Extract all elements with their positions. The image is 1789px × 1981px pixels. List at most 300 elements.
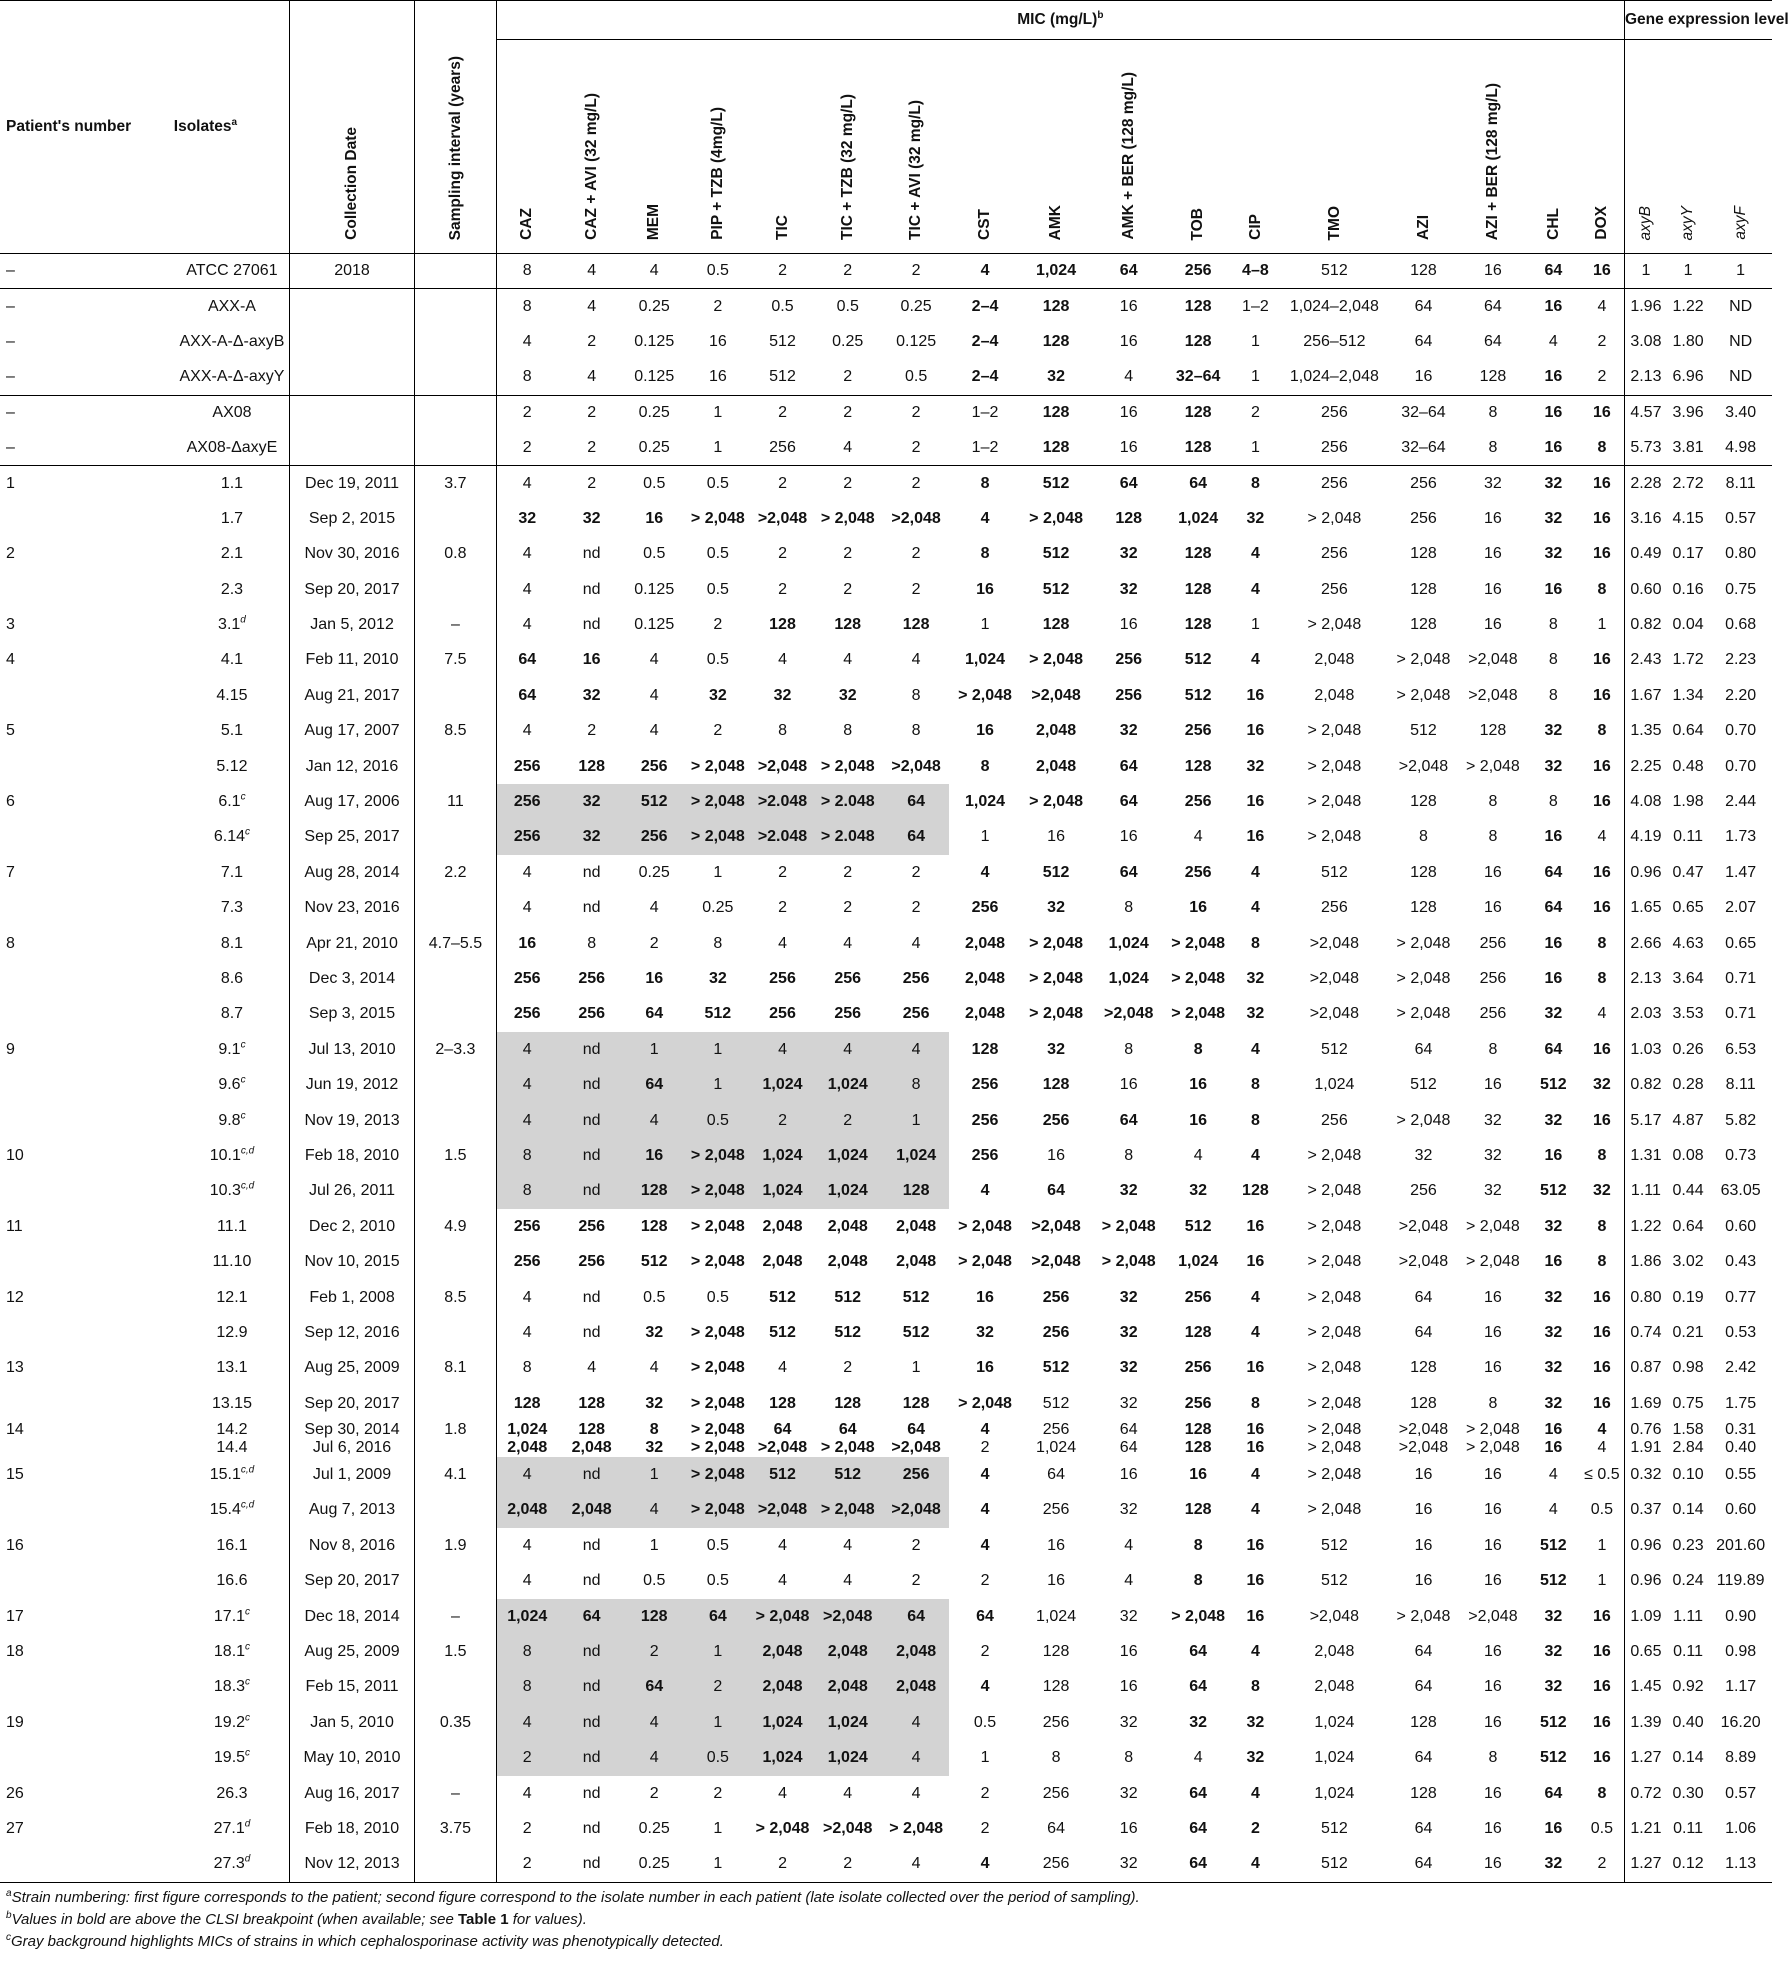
gene-expression-cell: 1 bbox=[1667, 254, 1709, 289]
mic-value-cell: 16 bbox=[1544, 934, 1563, 952]
mic-value-cell: 64 bbox=[1189, 1784, 1208, 1802]
mic-value-cell: 512 bbox=[626, 784, 683, 819]
mic-value-cell: 2 bbox=[496, 1847, 558, 1882]
gene-expression-cell: 0.96 bbox=[1624, 1564, 1666, 1599]
mic-value-cell: > 2,048 bbox=[690, 509, 745, 527]
collection-date-cell: Aug 25, 2009 bbox=[289, 1351, 414, 1386]
gene-expression-cell: 3.16 bbox=[1624, 501, 1666, 536]
gene-expression-cell: 2.20 bbox=[1725, 686, 1757, 704]
mic-value-cell: 128 bbox=[578, 1421, 606, 1439]
mic-value-cell: 4 bbox=[558, 289, 626, 324]
mic-value-cell: 8 bbox=[1250, 934, 1260, 952]
gene-expression-cell: 2.44 bbox=[1725, 793, 1757, 811]
mic-value-cell: 4 bbox=[626, 1705, 683, 1740]
mic-value-cell: 0.25 bbox=[626, 395, 683, 430]
mic-value-cell: 64 bbox=[838, 1421, 857, 1439]
mic-value-cell: 256 bbox=[1410, 509, 1437, 527]
mic-value-cell: 1 bbox=[626, 1032, 683, 1067]
mic-value-cell: 32 bbox=[558, 820, 626, 855]
mic-value-cell: 4 bbox=[1250, 899, 1260, 917]
table-row bbox=[0, 1138, 1772, 1173]
mic-value-cell: 2 bbox=[558, 395, 626, 430]
sampling-interval-cell: 1.8 bbox=[415, 1421, 497, 1439]
mic-value-cell: 32 bbox=[1047, 1040, 1065, 1058]
collection-date-cell: Feb 15, 2011 bbox=[289, 1670, 414, 1705]
gene-expression-cell: 1.27 bbox=[1624, 1741, 1666, 1776]
table-row bbox=[0, 891, 1772, 926]
gene-expression-cell: 0.80 bbox=[1624, 1280, 1666, 1315]
table-row bbox=[0, 1599, 1772, 1634]
mic-value-cell: 16 bbox=[1484, 1323, 1502, 1341]
table-row bbox=[0, 1776, 1772, 1811]
collection-date-cell: Jun 19, 2012 bbox=[289, 1067, 414, 1102]
gene-expression-cell: 0.65 bbox=[1672, 899, 1704, 917]
mic-value-cell: > 2,048 bbox=[820, 757, 875, 775]
mic-value-cell: 512 bbox=[1042, 1394, 1070, 1412]
mic-value-cell: 256 bbox=[971, 899, 999, 917]
table-row bbox=[0, 1103, 1772, 1138]
isolates-header: Isolates bbox=[173, 118, 232, 135]
isolate-cell: 10.1$^{c,d}$ bbox=[209, 1145, 255, 1164]
mic-value-cell: 32 bbox=[1544, 1323, 1563, 1341]
mic-value-cell: 2,048 bbox=[496, 1493, 558, 1528]
sampling-interval-cell: 8.5 bbox=[415, 714, 497, 749]
mic-value-cell: 1,024 bbox=[753, 1067, 812, 1102]
patient-number-cell: 13 bbox=[6, 1359, 24, 1377]
mic-value-cell: 128 bbox=[1184, 1439, 1212, 1457]
mic-value-cell: 512 bbox=[1321, 1572, 1348, 1590]
gene-expression-cell: 0.96 bbox=[1624, 855, 1666, 890]
isolate-cell: AXX-A-Δ-axyB bbox=[179, 332, 285, 350]
mic-value-cell: 1,024 bbox=[1108, 934, 1149, 952]
mic-value-cell: 32 bbox=[1246, 509, 1265, 527]
mic-value-cell: 512 bbox=[769, 1323, 796, 1341]
mic-value-cell: 4 bbox=[980, 1421, 990, 1439]
mic-value-cell: 256 bbox=[971, 1146, 999, 1164]
mic-value-cell: 2,048 bbox=[1036, 722, 1077, 740]
mic-value-cell: 16 bbox=[1119, 1678, 1138, 1696]
mic-value-cell: 8 bbox=[1193, 1572, 1203, 1590]
mic-value-cell: 4 bbox=[496, 1315, 558, 1350]
mic-value-cell: 4 bbox=[843, 438, 853, 456]
gene-expression-cell: 1.65 bbox=[1624, 891, 1666, 926]
mic-value-cell: 256 bbox=[1321, 438, 1348, 456]
mic-value-cell: 64 bbox=[1414, 1643, 1433, 1661]
patient-number-cell: 1 bbox=[0, 466, 175, 501]
mic-value-cell: 16 bbox=[1593, 1323, 1611, 1341]
mic-value-cell: 128 bbox=[1166, 395, 1230, 430]
gene-expression-cell: 0.70 bbox=[1725, 722, 1757, 740]
collection-date-cell: Aug 16, 2017 bbox=[289, 1776, 414, 1811]
gene-expression-cell: 0.60 bbox=[1725, 1217, 1757, 1235]
mic-value-cell: >2,048 bbox=[1309, 934, 1360, 952]
mic-value-cell: 0.5 bbox=[683, 466, 753, 501]
mic-value-cell: >2,048 bbox=[1398, 757, 1449, 775]
sampling-interval-cell bbox=[415, 749, 497, 784]
mic-value-cell: 4 bbox=[496, 1067, 558, 1102]
mic-value-cell: 32 bbox=[1527, 1847, 1580, 1882]
patient-number-cell bbox=[0, 820, 175, 855]
mic-value-cell: 8 bbox=[496, 1351, 558, 1386]
mic-value-cell: 64 bbox=[1414, 1678, 1433, 1696]
mic-value-cell: 128 bbox=[1184, 616, 1212, 634]
mic-value-cell: > 2,048 bbox=[820, 1439, 875, 1457]
mic-value-cell: 16 bbox=[1593, 1394, 1611, 1412]
mic-value-cell: 4 bbox=[1548, 1466, 1558, 1484]
mic-value-cell: 2 bbox=[649, 1784, 659, 1802]
mic-value-cell: 0.125 bbox=[634, 580, 675, 598]
table-row bbox=[0, 1244, 1772, 1279]
mic-value-cell: 1 bbox=[683, 1032, 753, 1067]
collection-date-cell: Sep 25, 2017 bbox=[289, 820, 414, 855]
mic-value-cell: 32–64 bbox=[1401, 438, 1446, 456]
isolate-cell: 11.10 bbox=[212, 1253, 252, 1271]
mic-value-cell: 128 bbox=[1184, 1421, 1212, 1439]
mic-value-cell: 16 bbox=[582, 651, 601, 669]
mic-value-cell: 64 bbox=[1091, 466, 1166, 501]
mic-value-cell: 1,024–2,048 bbox=[1289, 368, 1379, 386]
mic-value-cell: 256 bbox=[1184, 863, 1212, 881]
mic-value-cell: > 2,048 bbox=[1101, 1217, 1156, 1235]
patient-number-cell: 9 bbox=[6, 1040, 15, 1058]
mic-value-cell: 64 bbox=[626, 1067, 683, 1102]
isolate-cell: 9.6$^c$ bbox=[218, 1074, 246, 1094]
mic-value-cell: 8 bbox=[496, 1670, 558, 1705]
mic-value-cell: nd bbox=[582, 616, 601, 634]
mic-value-cell: 16 bbox=[1484, 1713, 1502, 1731]
mic-value-cell: > 2.048 bbox=[812, 820, 883, 855]
gene-expression-cell: ND bbox=[1709, 289, 1772, 324]
mic-value-cell: 64 bbox=[683, 1599, 753, 1634]
mic-value-cell: 8 bbox=[1124, 1040, 1134, 1058]
mic-value-cell: 512 bbox=[1410, 722, 1437, 740]
mic-value-cell: 0.5 bbox=[1590, 1501, 1614, 1519]
sampling-interval-cell: 7.5 bbox=[415, 643, 497, 678]
mic-value-cell: 4 bbox=[1580, 289, 1625, 324]
mic-value-cell: 16 bbox=[1246, 1439, 1265, 1457]
mic-value-cell: 8 bbox=[1597, 1253, 1607, 1271]
mic-value-cell: 4 bbox=[1250, 545, 1260, 563]
isolate-cell: 15.4$^{c,d}$ bbox=[209, 1500, 255, 1519]
mic-value-cell: 4 bbox=[496, 1103, 558, 1138]
mic-value-cell: 16 bbox=[976, 1288, 994, 1306]
mic-value-cell: 2 bbox=[812, 1847, 883, 1882]
mic-value-cell: 0.5 bbox=[753, 289, 812, 324]
mic-column-header: AZI + BER (128 mg/L) bbox=[1459, 40, 1527, 254]
isolate-cell: 12.9 bbox=[216, 1323, 248, 1341]
sampling-interval-cell bbox=[415, 324, 497, 359]
mic-value-cell: 32 bbox=[1544, 1359, 1563, 1377]
mic-value-cell: >2,048 bbox=[1031, 1253, 1081, 1271]
sampling-interval-cell: 2.2 bbox=[415, 855, 497, 890]
mic-value-cell: 256 bbox=[1388, 466, 1459, 501]
mic-value-cell: >2,048 bbox=[891, 509, 941, 527]
mic-column-header: MEM bbox=[626, 40, 683, 254]
mic-value-cell: ≤ 0.5 bbox=[1584, 1466, 1620, 1484]
gene-expression-cell: 1.27 bbox=[1624, 1847, 1666, 1882]
mic-value-cell: 1,024 bbox=[965, 651, 1006, 669]
mic-value-cell: 256 bbox=[1281, 466, 1388, 501]
mic-value-cell: 64 bbox=[1119, 1111, 1138, 1129]
patient-number-header: Patient's number bbox=[6, 118, 132, 135]
gene-expression-cell: 2.72 bbox=[1667, 466, 1709, 501]
mic-value-cell: 128 bbox=[578, 1394, 606, 1412]
mic-value-cell: >2,048 bbox=[1398, 1217, 1449, 1235]
mic-value-cell: 2 bbox=[1597, 368, 1607, 386]
mic-value-cell: 16 bbox=[1593, 757, 1611, 775]
mic-value-cell: 16 bbox=[1459, 254, 1527, 289]
mic-value-cell: 32 bbox=[558, 784, 626, 819]
mic-value-cell: 256 bbox=[1042, 1323, 1070, 1341]
mic-value-cell: 128 bbox=[1184, 757, 1212, 775]
mic-value-cell: 4 bbox=[778, 1784, 787, 1802]
mic-value-cell: 32 bbox=[582, 686, 601, 704]
mic-value-cell: 0.5 bbox=[706, 1288, 729, 1306]
patient-number-cell: – bbox=[0, 289, 175, 324]
mic-value-cell: > 2,048 bbox=[958, 1253, 1012, 1271]
patient-number-cell: 19 bbox=[6, 1713, 24, 1731]
gene-expression-cell: 2.13 bbox=[1624, 360, 1666, 395]
collection-date-cell: Aug 17, 2006 bbox=[289, 784, 414, 819]
mic-value-cell: > 2,048 bbox=[1029, 509, 1083, 527]
mic-value-cell: 16 bbox=[1593, 651, 1611, 669]
mic-value-cell: 4 bbox=[778, 934, 787, 952]
gene-expression-cell: 0.21 bbox=[1672, 1323, 1704, 1341]
mic-value-cell: 256 bbox=[1184, 1359, 1212, 1377]
mic-value-cell: 128 bbox=[971, 1040, 999, 1058]
mic-value-cell: 0.5 bbox=[706, 545, 729, 563]
isolate-cell: 26.3 bbox=[216, 1784, 248, 1802]
mic-value-cell: 1,024 bbox=[1021, 254, 1091, 289]
gene-expression-cell: 0.55 bbox=[1725, 1466, 1757, 1484]
mic-value-cell: 4 bbox=[778, 651, 787, 669]
patient-number-cell: – bbox=[6, 332, 15, 350]
mic-value-cell: 8 bbox=[1548, 793, 1558, 811]
mic-value-cell: 2 bbox=[980, 1572, 990, 1590]
mic-value-cell: 128 bbox=[1479, 368, 1507, 386]
patient-number-cell bbox=[0, 678, 175, 713]
gene-expression-cell: 0.64 bbox=[1672, 722, 1704, 740]
mic-value-cell: 32 bbox=[582, 509, 601, 527]
patient-number-cell: – bbox=[6, 438, 15, 456]
mic-value-cell: 4 bbox=[1124, 1572, 1134, 1590]
mic-value-cell: >2,048 bbox=[1309, 970, 1360, 987]
mic-value-cell: 32 bbox=[1544, 722, 1563, 740]
mic-value-cell: 16 bbox=[645, 970, 664, 987]
table-row bbox=[0, 643, 1772, 678]
mic-value-cell: 32 bbox=[773, 686, 792, 704]
mic-value-cell: 512 bbox=[1281, 254, 1388, 289]
mic-value-cell: >2,048 bbox=[891, 757, 941, 775]
mic-value-cell: 1,024 bbox=[812, 1138, 883, 1173]
mic-value-cell: 32 bbox=[1527, 466, 1580, 501]
mic-value-cell: 2 bbox=[911, 545, 921, 563]
gene-expression-cell: 0.10 bbox=[1672, 1466, 1704, 1484]
mic-value-cell: 4 bbox=[1193, 828, 1203, 846]
mic-value-cell: 512 bbox=[704, 1005, 732, 1023]
mic-value-cell: 32 bbox=[1544, 757, 1563, 775]
mic-value-cell: 256 bbox=[496, 997, 558, 1032]
mic-value-cell: 4 bbox=[496, 1528, 558, 1563]
mic-value-cell: > 2,048 bbox=[683, 784, 753, 819]
mic-column-header: CAZ + AVI (32 mg/L) bbox=[558, 40, 626, 254]
mic-value-cell: 4 bbox=[496, 324, 558, 359]
mic-value-cell: > 2,048 bbox=[683, 1457, 753, 1492]
mic-value-cell: 1,024 bbox=[1178, 1253, 1219, 1271]
mic-value-cell: 16 bbox=[1459, 1847, 1527, 1882]
patient-number-cell: 16 bbox=[6, 1536, 24, 1554]
mic-value-cell: 8 bbox=[1488, 793, 1498, 811]
mic-value-cell: 16 bbox=[1484, 1076, 1502, 1094]
mic-value-cell: 4 bbox=[649, 722, 659, 740]
mic-value-cell: 64 bbox=[1414, 1323, 1433, 1341]
mic-value-cell: > 2,048 bbox=[1396, 651, 1451, 669]
mic-value-cell: 0.5 bbox=[973, 1713, 997, 1731]
collection-date-cell: Feb 18, 2010 bbox=[289, 1811, 414, 1846]
patient-number-cell: 10 bbox=[6, 1146, 24, 1164]
gene-expression-cell: 0.26 bbox=[1672, 1040, 1704, 1058]
collection-date-cell: Dec 18, 2014 bbox=[289, 1599, 414, 1634]
mic-value-cell: 16 bbox=[1593, 1111, 1611, 1129]
mic-value-cell: 128 bbox=[769, 616, 796, 634]
mic-value-cell: 4–8 bbox=[1230, 254, 1281, 289]
gene-expression-cell: 0.24 bbox=[1672, 1572, 1704, 1590]
mic-value-cell: 128 bbox=[1042, 1076, 1070, 1094]
sampling-interval-cell bbox=[415, 1670, 497, 1705]
mic-value-cell: 64 bbox=[1459, 289, 1527, 324]
gene-expression-cell: 1 bbox=[1624, 254, 1666, 289]
mic-value-cell: 8 bbox=[1548, 651, 1558, 669]
isolate-cell: 8.6 bbox=[220, 970, 244, 987]
gene-expression-cell: 0.30 bbox=[1672, 1784, 1704, 1802]
mic-value-cell: 16 bbox=[626, 1138, 683, 1173]
mic-value-cell: 16 bbox=[1544, 580, 1563, 598]
mic-value-cell: > 2,048 bbox=[1307, 1146, 1362, 1164]
mic-value-cell: 0.5 bbox=[683, 254, 753, 289]
mic-value-cell: 256 bbox=[1021, 1847, 1091, 1882]
mic-value-cell: 8 bbox=[587, 934, 597, 952]
mic-value-cell: > 2,048 bbox=[1171, 1005, 1226, 1023]
mic-value-cell: 1,024 bbox=[753, 1174, 812, 1209]
table-row bbox=[0, 1032, 1772, 1067]
mic-value-cell: 512 bbox=[902, 1288, 930, 1306]
mic-value-cell: 32 bbox=[976, 1323, 994, 1341]
mic-value-cell: 32 bbox=[1459, 466, 1527, 501]
mic-value-cell: 32–64 bbox=[1175, 368, 1221, 386]
gene-expression-group-header: Gene expression level bbox=[1624, 1, 1772, 40]
mic-value-cell: > 2,048 bbox=[1307, 1439, 1362, 1457]
mic-value-cell: > 2,048 bbox=[1307, 1466, 1362, 1484]
patient-number-cell: 26 bbox=[6, 1784, 24, 1802]
mic-value-cell: > 2,048 bbox=[1307, 1421, 1362, 1439]
mic-value-cell: 64 bbox=[1091, 254, 1166, 289]
mic-column-header: CIP bbox=[1230, 40, 1281, 254]
mic-value-cell: 1 bbox=[626, 1457, 683, 1492]
mic-value-cell: 2 bbox=[911, 899, 921, 917]
mic-column-header: DOX bbox=[1580, 40, 1625, 254]
mic-value-cell: 16 bbox=[645, 509, 664, 527]
mic-value-cell: 32 bbox=[1119, 1713, 1138, 1731]
mic-value-cell: 2 bbox=[980, 1784, 990, 1802]
mic-value-cell: 1,024 bbox=[1314, 1749, 1355, 1767]
mic-value-cell: 4 bbox=[1250, 651, 1260, 669]
gene-expression-cell: 0.75 bbox=[1672, 1394, 1704, 1412]
mic-value-cell: 128 bbox=[1021, 395, 1091, 430]
mic-value-cell: 64 bbox=[1527, 254, 1580, 289]
mic-value-cell: 128 bbox=[883, 1174, 949, 1209]
sampling-interval-cell bbox=[415, 961, 497, 996]
mic-value-cell: 16 bbox=[1593, 1749, 1611, 1767]
mic-value-cell: > 2,048 bbox=[1466, 1421, 1520, 1439]
collection-date-cell: Aug 21, 2017 bbox=[289, 678, 414, 713]
mic-value-cell: 1,024 bbox=[1108, 970, 1149, 987]
isolate-cell: 19.2$^c$ bbox=[213, 1712, 251, 1731]
mic-value-cell: nd bbox=[558, 1067, 626, 1102]
mic-value-cell: 16 bbox=[1593, 1678, 1611, 1696]
mic-value-cell: 32 bbox=[1544, 1111, 1563, 1129]
mic-value-cell: 2 bbox=[753, 395, 812, 430]
mic-value-cell: > 2,048 bbox=[1171, 934, 1226, 952]
mic-value-cell: 4 bbox=[626, 1103, 683, 1138]
collection-date-cell: Sep 20, 2017 bbox=[289, 1386, 414, 1421]
patient-number-cell bbox=[0, 749, 175, 784]
mic-value-cell: 4 bbox=[626, 1741, 683, 1776]
mic-value-cell: 4 bbox=[778, 1572, 787, 1590]
gene-expression-cell: 1.91 bbox=[1624, 1439, 1666, 1457]
mic-value-cell: > 2,048 bbox=[690, 1439, 745, 1457]
mic-value-cell: >2,048 bbox=[1398, 1439, 1449, 1457]
mic-value-cell: 32 bbox=[1119, 722, 1138, 740]
mic-value-cell: 8 bbox=[1548, 616, 1558, 634]
collection-date-cell bbox=[289, 324, 414, 359]
isolate-cell: 16.6 bbox=[216, 1572, 248, 1590]
mic-value-cell: > 2,048 bbox=[1029, 793, 1083, 811]
mic-value-cell: 16 bbox=[1544, 1819, 1563, 1837]
gene-expression-cell: 4.98 bbox=[1725, 438, 1757, 456]
mic-value-cell: 32 bbox=[1119, 1784, 1138, 1802]
isolate-cell: 8.7 bbox=[220, 1005, 244, 1023]
mic-value-cell: 4 bbox=[496, 855, 558, 890]
mic-value-cell: 4 bbox=[980, 509, 990, 527]
mic-value-cell: 64 bbox=[1189, 1819, 1208, 1837]
mic-value-cell: 128 bbox=[1184, 1501, 1212, 1519]
mic-value-cell: 32 bbox=[708, 686, 727, 704]
mic-value-cell: 128 bbox=[902, 616, 930, 634]
gene-expression-cell: 8.89 bbox=[1725, 1749, 1757, 1767]
patient-number-cell bbox=[0, 1244, 175, 1279]
mic-value-cell: 64 bbox=[1119, 1421, 1138, 1439]
sampling-interval-cell bbox=[415, 1174, 497, 1209]
mic-value-cell: nd bbox=[558, 1174, 626, 1209]
mic-value-cell: 2 bbox=[843, 368, 853, 386]
mic-value-cell: 8 bbox=[1488, 828, 1498, 846]
mic-value-cell: 64 bbox=[1047, 1182, 1065, 1200]
mic-value-cell: 256 bbox=[971, 1111, 999, 1129]
mic-value-cell: > 2,048 bbox=[690, 1359, 745, 1377]
mic-value-cell: 16 bbox=[1544, 1421, 1563, 1439]
mic-value-cell: 64 bbox=[1414, 1288, 1433, 1306]
mic-value-cell: 16 bbox=[1414, 1536, 1433, 1554]
mic-value-cell: 8 bbox=[1488, 438, 1498, 456]
mic-value-cell: 16 bbox=[1047, 828, 1065, 846]
mic-value-cell: > 2,048 bbox=[1307, 1323, 1362, 1341]
mic-column-header: CST bbox=[949, 40, 1021, 254]
patient-number-cell: 5 bbox=[6, 722, 15, 740]
mic-value-cell: 16 bbox=[1484, 1643, 1502, 1661]
mic-value-cell: 16 bbox=[1484, 1572, 1502, 1590]
mic-value-cell: 1 bbox=[683, 1847, 753, 1882]
gene-expression-cell: 1.58 bbox=[1672, 1421, 1704, 1439]
